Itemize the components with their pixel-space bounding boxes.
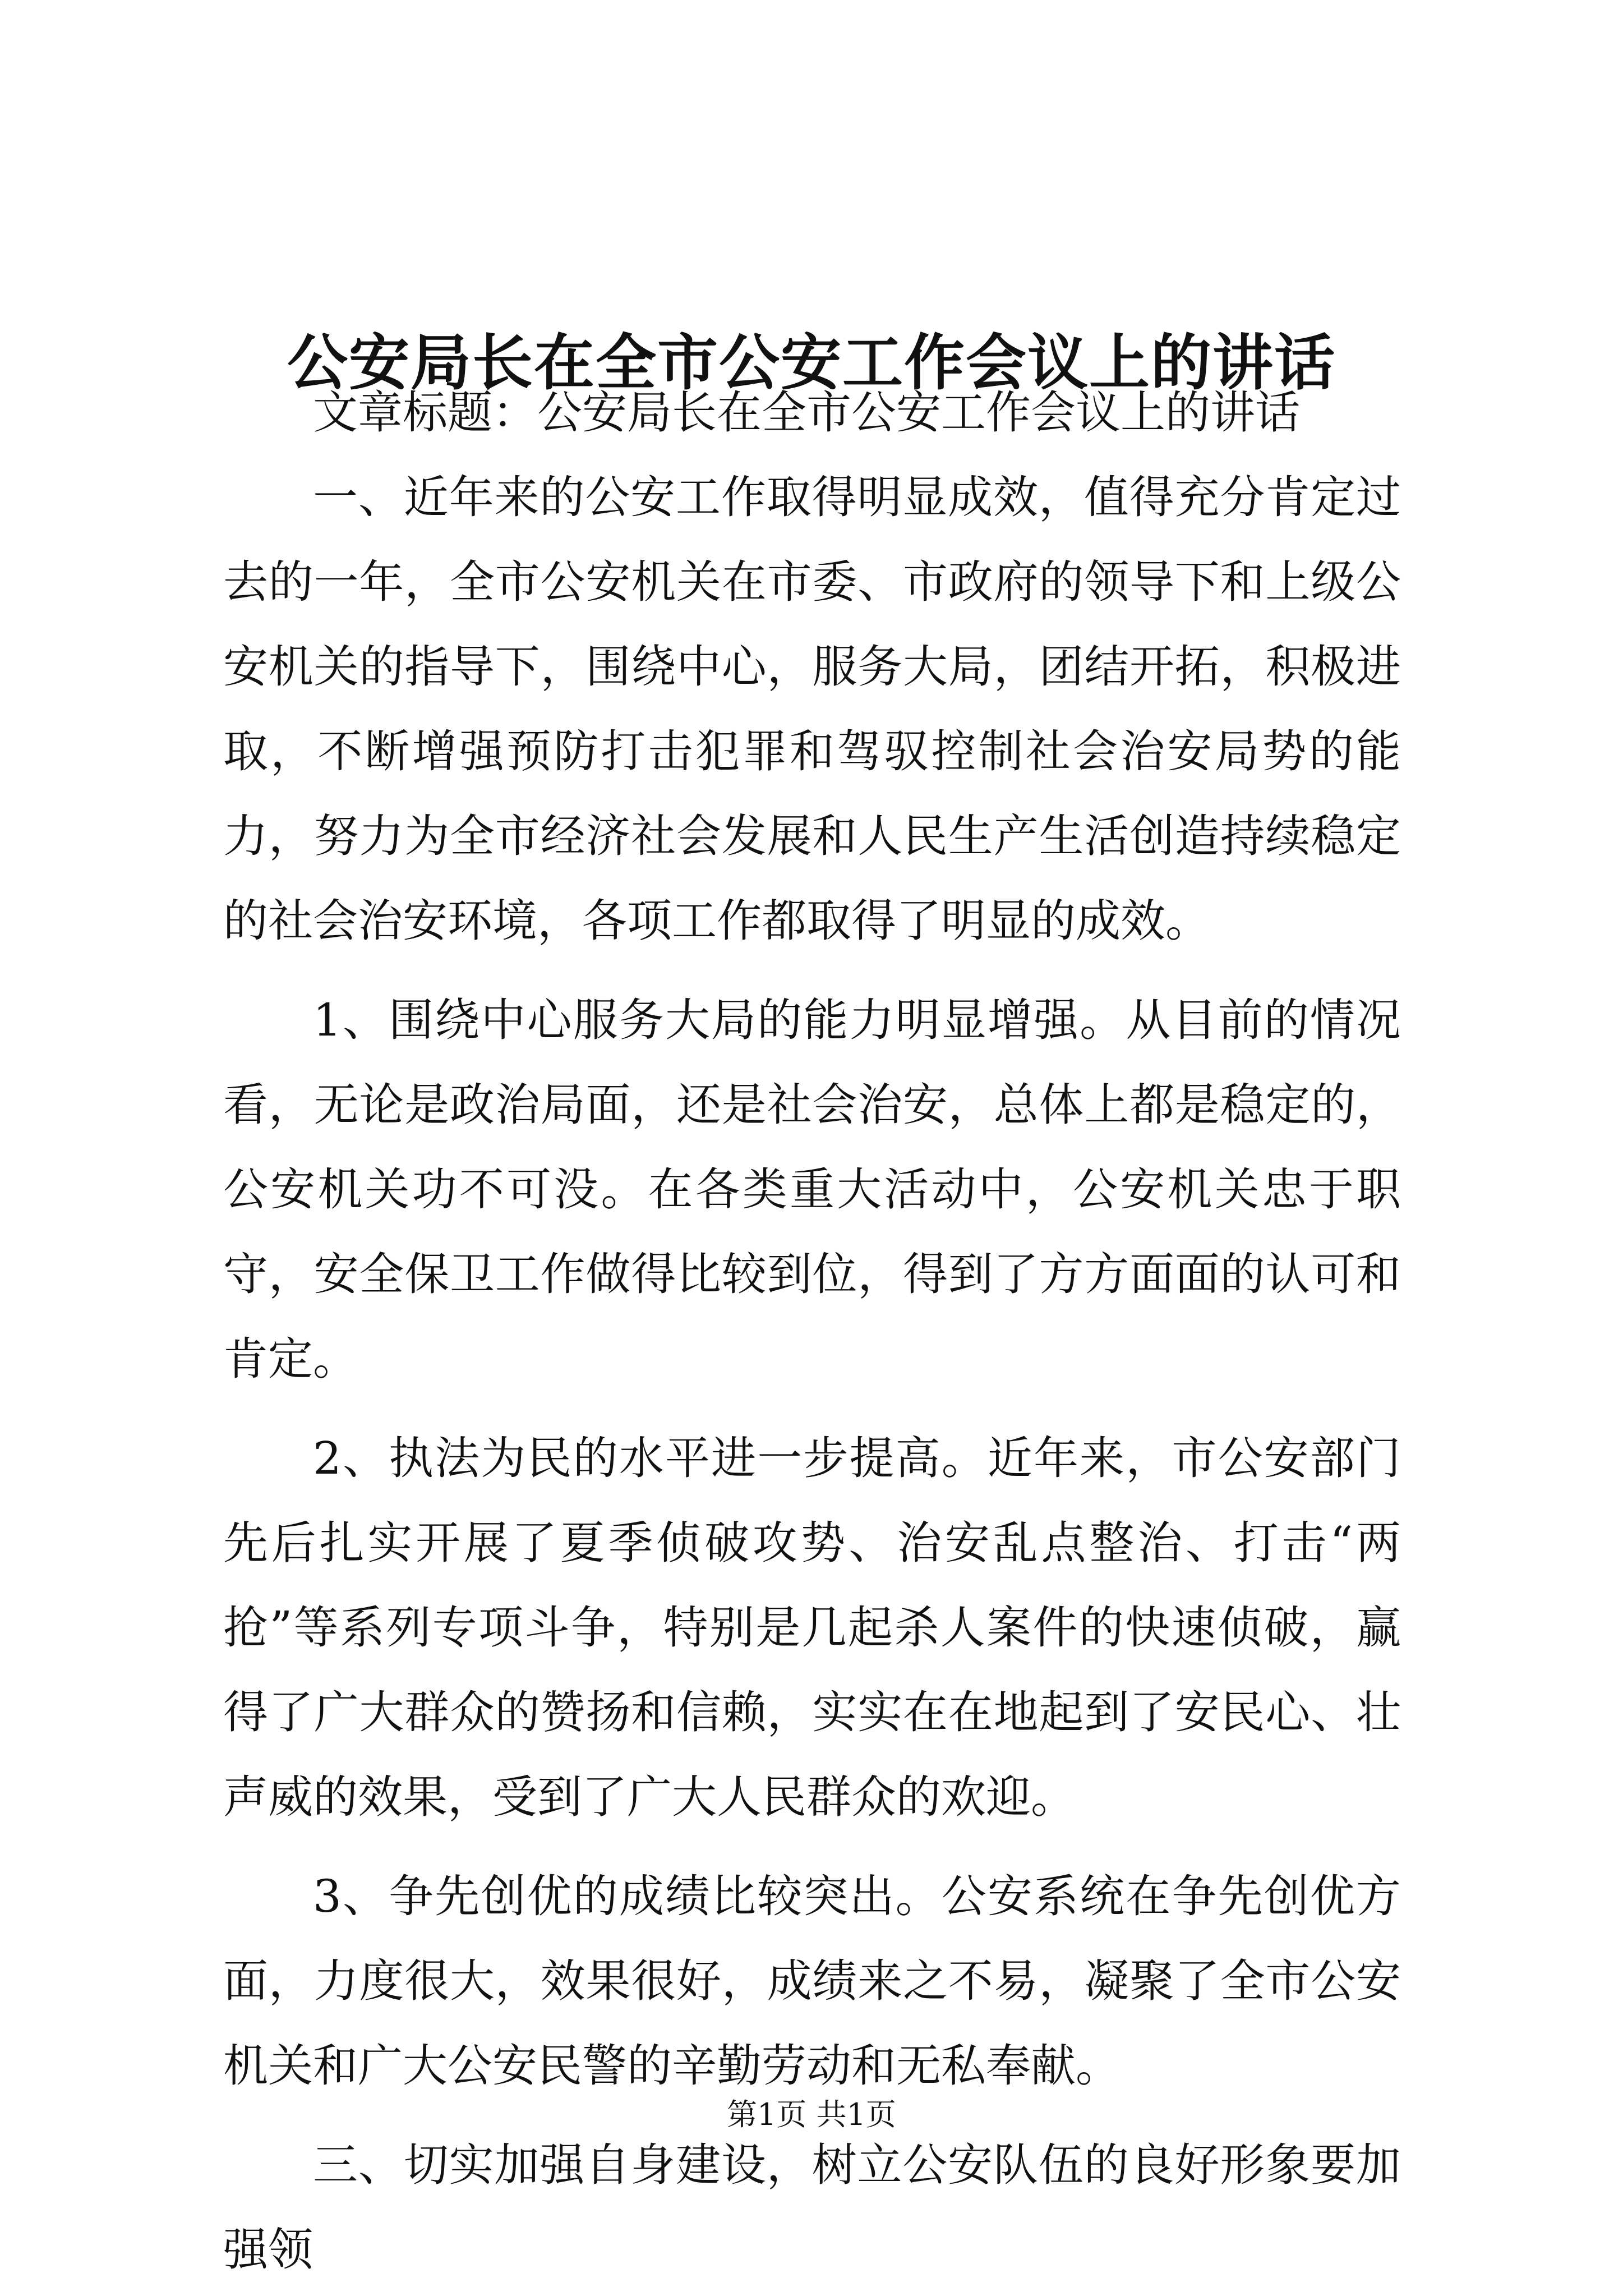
point-two-paragraph: 2、执法为民的水平进一步提高。近年来，市公安部门先后扎实开展了夏季侦破攻势、治安乱点整治、打击“两抢”等系列专项斗争，特别是几起杀人案件的快速侦破，赢得了广大群众的赞扬和信赖，实实在在地起到了安民心、壮声威的效果，受到了广大人民群众的欢迎。 [223, 1432, 1401, 1823]
point-one-paragraph: 1、围绕中心服务大局的能力明显增强。从目前的情况看，无论是政治局面，还是社会治安，总体上都是稳定的，公安机关功不可没。在各类重大活动中，公安机关忠于职守，安全保卫工作做得比较到位，得到了方方面面的认可和肯定。 [223, 994, 1401, 1385]
page-footer: 第1页 共1页 [727, 2097, 896, 2132]
point-three-paragraph: 3、争先创优的成绩比较突出。公安系统在争先创优方面，力度很大，效果很好，成绩来之不易，凝聚了全市公安机关和广大公安民警的辛勤劳动和无私奉献。 [223, 1870, 1401, 2092]
section-three-paragraph: 三、切实加强自身建设，树立公安队伍的良好形象要加强领 [223, 2139, 1401, 2276]
document-title: 公安局长在全市公安工作会议上的讲话 [287, 328, 1336, 399]
article-title-line: 文章标题：公安局长在全市公安工作会议上的讲话 [313, 386, 1300, 439]
document-body [223, 370, 1401, 2292]
section-one-paragraph: 一、近年来的公安工作取得明显成效，值得充分肯定过去的一年，全市公安机关在市委、市政府的领导下和上级公安机关的指导下，围绕中心，服务大局，团结开拓，积极进取，不断增强预防打击犯罪和驾驭控制社会治安局势的能力，努力为全市经济社会发展和人民生产生活创造持续稳定的社会治安环境，各项工作都取得了明显的成效。 [223, 471, 1401, 947]
